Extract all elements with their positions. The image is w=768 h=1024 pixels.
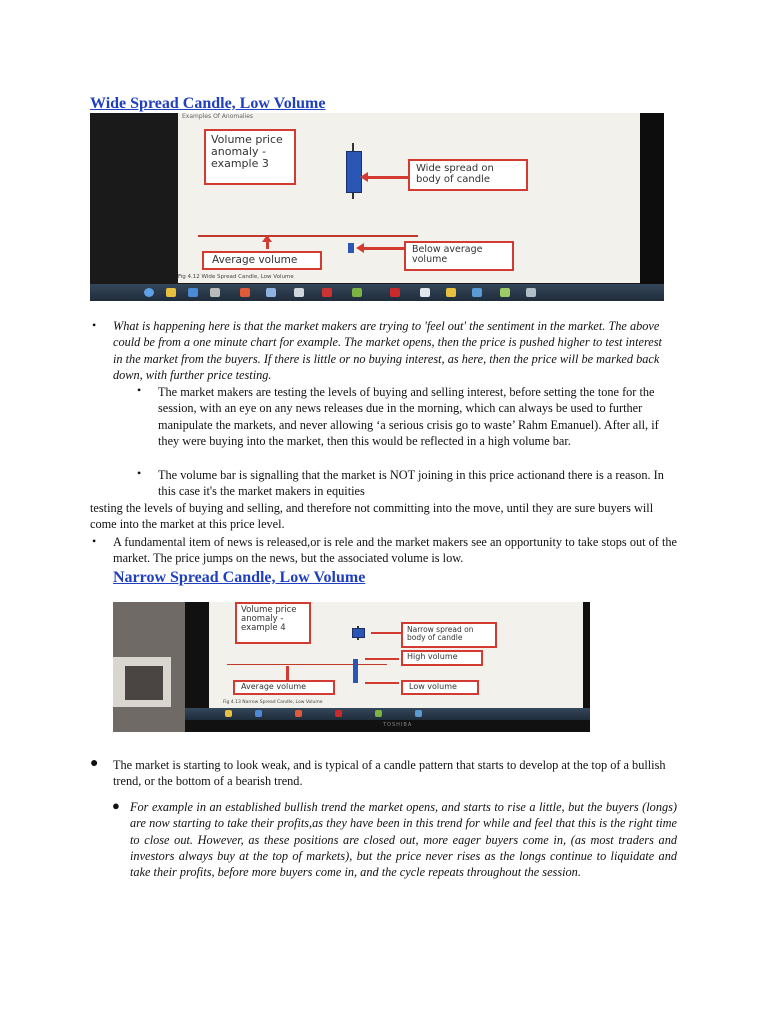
arrow-head-candle xyxy=(360,172,368,182)
taskbar-app-icon xyxy=(294,288,304,297)
narrow-spread-box: Narrow spread on body of candle xyxy=(401,622,497,648)
sub-bullet-volume-bar: The volume bar is signalling that the market is NOT joining in this price actionand there is a reason. In this case it's the market makers in equities xyxy=(158,468,664,499)
arrow-to-high xyxy=(365,658,399,660)
average-volume-line xyxy=(227,664,387,665)
volume-bar xyxy=(353,659,358,683)
taskbar-app-icon xyxy=(295,710,302,717)
background-shelf-inner xyxy=(125,666,163,700)
sub-bullet-testing-levels: The market makers are testing the levels of buying and selling interest, before setting the tone for the session, with an eye on any news releases due in the morning, which can always be used to further manipulate the markets, and never allowing ‘a serious crisis go to waste’ Rahm Emanuel). After all, if they were buying into the market, then this would be reflected in a high volume bar. xyxy=(158,385,659,448)
bullet-marker: • xyxy=(137,466,142,480)
taskbar-app-icon xyxy=(188,288,198,297)
below-average-box: Below average volume xyxy=(404,241,514,271)
taskbar-app-icon xyxy=(210,288,220,297)
average-volume-box: Average volume xyxy=(202,251,322,270)
bullet-marker: ● xyxy=(112,798,120,813)
anomaly-label-box: Volume price anomaly - example 4 xyxy=(235,602,311,644)
slide-screen xyxy=(178,113,640,283)
high-volume-box: High volume xyxy=(401,650,483,666)
taskbar-app-icon xyxy=(420,288,430,297)
slide-header: Examples Of Anomalies xyxy=(182,113,254,120)
wide-spread-box: Wide spread on body of candle xyxy=(408,159,528,191)
arrow-to-volume xyxy=(362,247,404,250)
bullet-text-news-item: A fundamental item of news is released,or is rele and the market makers see an opportunity to take stops out of the market. The price jumps on the news, but the associated volume is low. xyxy=(113,535,677,566)
average-volume-box: Average volume xyxy=(233,680,335,695)
candle-body xyxy=(352,628,365,638)
bullet-marker: ● xyxy=(90,756,99,771)
start-icon xyxy=(144,288,154,297)
anomaly-label-box: Volume price anomaly - example 3 xyxy=(204,129,296,185)
sub-bullet-bullish-trend: For example in an established bullish trend the market opens, and starts to rise a little, but the buyers (longs) are now starting to take their profits,as they have been in this trend for while and feel that this is the right time to close out. However, as these positions are closed out, more eager buyers come in, (as most traders and investors always buy at the top of markets), but the price never rises as the longs continue to liquidate and take their profits, before more buyers come in, and the cycle repeats throughout the session. xyxy=(130,800,677,880)
figure-caption: Fig 4.12 Wide Spread Candle, Low Volume xyxy=(178,274,294,280)
windows-taskbar xyxy=(185,708,590,720)
windows-taskbar xyxy=(90,284,664,301)
monitor-brand-label: TOSHIBA xyxy=(383,722,413,728)
taskbar-app-icon xyxy=(472,288,482,297)
arrow-to-low xyxy=(365,682,399,684)
bullet-marker: • xyxy=(92,534,97,548)
taskbar-app-icon xyxy=(352,288,362,297)
taskbar-app-icon xyxy=(322,288,332,297)
taskbar-app-icon xyxy=(225,710,232,717)
bullet-text-market-makers: What is happening here is that the market makers are trying to 'feel out' the sentiment in the market. The above could be from a one minute chart for example. The market opens, then the price is pushed higher to test interest in the market from the buyers. If there is little or no buying interest, as here, then the price will be marked back down, with further price testing. xyxy=(113,319,662,382)
arrow-to-candle xyxy=(371,632,401,634)
up-arrow-head xyxy=(262,235,272,242)
monitor-bezel-right xyxy=(640,113,664,301)
wide-spread-chart-photo xyxy=(90,113,664,301)
bullet-marker: • xyxy=(137,383,142,397)
narrow-spread-chart-photo xyxy=(113,602,590,732)
taskbar-app-icon xyxy=(500,288,510,297)
section-heading-narrow-spread[interactable]: Narrow Spread Candle, Low Volume xyxy=(113,569,366,586)
taskbar-app-icon xyxy=(375,710,382,717)
taskbar-app-icon xyxy=(390,288,400,297)
arrow-to-candle xyxy=(366,176,408,179)
bullet-marker: • xyxy=(92,318,97,332)
low-volume-box: Low volume xyxy=(401,680,479,695)
section-heading-wide-spread[interactable]: Wide Spread Candle, Low Volume xyxy=(90,95,326,112)
taskbar-app-icon xyxy=(446,288,456,297)
bullet-text-market-weak: The market is starting to look weak, and is typical of a candle pattern that starts to develop at the top of a bullish trend, or the bottom of a bearish trend. xyxy=(113,758,666,789)
arrow-head-volume xyxy=(356,243,364,253)
taskbar-app-icon xyxy=(335,710,342,717)
taskbar-app-icon xyxy=(415,710,422,717)
plain-paragraph: testing the levels of buying and selling, and therefore not committing into the move, until they are sure buyers will come into the market at this price level. xyxy=(90,501,654,532)
volume-bar xyxy=(348,243,354,253)
taskbar-app-icon xyxy=(166,288,176,297)
taskbar-app-icon xyxy=(255,710,262,717)
taskbar-app-icon xyxy=(266,288,276,297)
taskbar-app-icon xyxy=(240,288,250,297)
up-arrow xyxy=(286,666,289,680)
slide-screen xyxy=(209,602,583,708)
figure-caption: Fig 4.13 Narrow Spread Candle, Low Volume xyxy=(223,700,323,705)
average-volume-line xyxy=(198,235,418,237)
taskbar-app-icon xyxy=(526,288,536,297)
